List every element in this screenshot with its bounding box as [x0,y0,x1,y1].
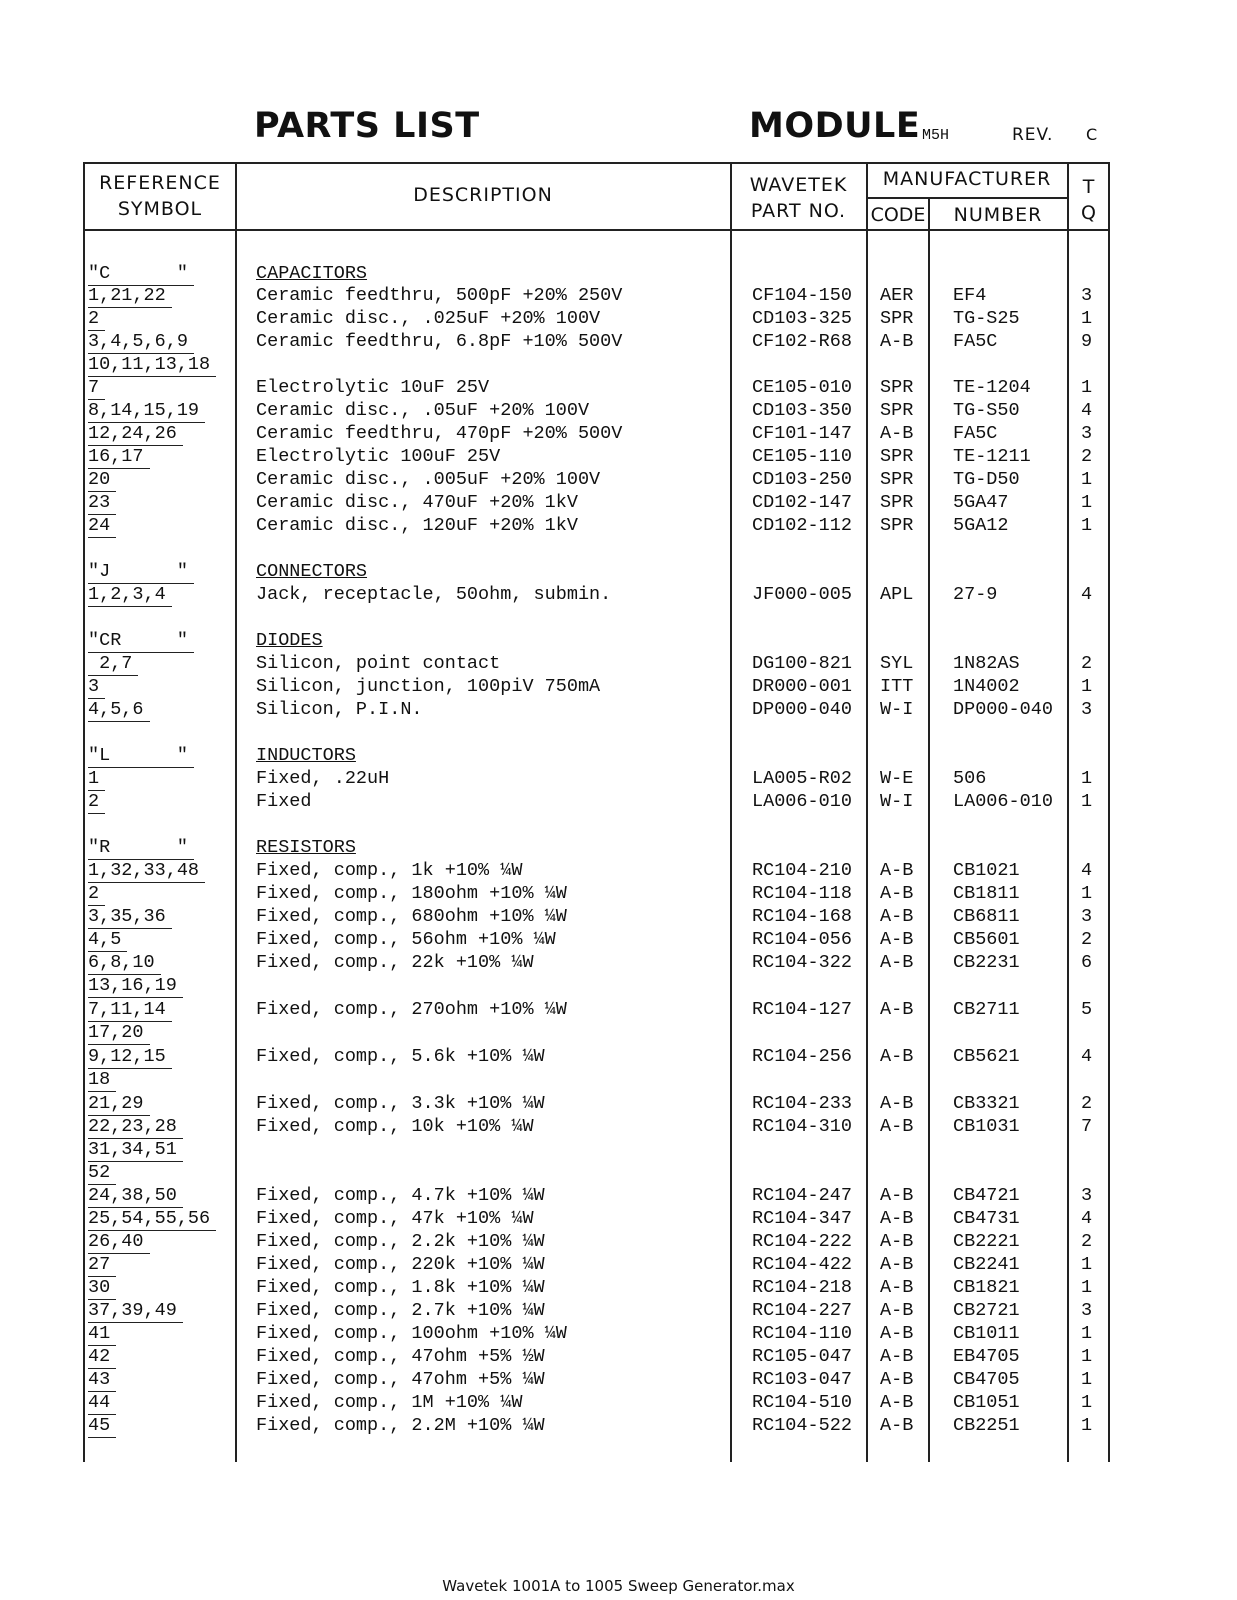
manufacturer-number-cell: 1N4002 [953,676,1020,697]
wavetek-part-no-cell: RC104-118 [752,883,852,904]
wavetek-part-no-cell: RC104-310 [752,1116,852,1137]
section-header-row [0,836,1237,859]
description-cell: Ceramic feedthru, 500pF +20% 250V [256,285,623,306]
quantity-cell: 1 [1081,515,1093,536]
ref-symbol-cell: 3 [88,675,105,699]
table-row [0,859,1237,882]
ref-symbol-cell: 24,38,50 [88,1184,183,1208]
ref-symbol-cell: 8,14,15,19 [88,399,205,423]
description-cell: Electrolytic 10uF 25V [256,377,490,398]
manufacturer-code-cell: A-B [880,1415,914,1436]
manufacturer-code-cell: A-B [880,1185,914,1206]
wavetek-part-no-cell: LA005-R02 [752,768,852,789]
wavetek-part-no-cell: CF102-R68 [752,331,852,352]
table-row [0,1230,1237,1253]
ref-symbol-cell: 3,4,5,6,9 [88,330,194,354]
wavetek-part-no-cell: JF000-005 [752,584,852,605]
table-row [0,1092,1237,1115]
table-row [0,1345,1237,1368]
description-cell: CAPACITORS [256,263,368,284]
manufacturer-number-cell: TE-1211 [953,446,1031,467]
table-row [0,882,1237,905]
table-row [0,1161,1237,1184]
manufacturer-number-cell: EB4705 [953,1346,1020,1367]
table-row [0,675,1237,698]
manufacturer-code-cell: A-B [880,1208,914,1229]
ref-symbol-cell: 30 [88,1276,116,1300]
manufacturer-code-cell: A-B [880,906,914,927]
manufacturer-number-cell: EF4 [953,285,987,306]
ref-symbol-cell: 1,21,22 [88,284,172,308]
wavetek-part-no-cell: LA006-010 [752,791,852,812]
table-row [0,491,1237,514]
table-row [0,1253,1237,1276]
table-row [0,1068,1237,1091]
manufacturer-code-cell: A-B [880,952,914,973]
manufacturer-code-cell: A-B [880,331,914,352]
wavetek-part-no-cell: DR000-001 [752,676,852,697]
module-id: M5H [922,127,950,144]
table-row [0,422,1237,445]
ref-symbol-cell: 31,34,51 [88,1138,183,1162]
table-row [0,905,1237,928]
ref-symbol-cell: "L " [88,744,194,768]
manufacturer-number-cell: TG-D50 [953,469,1020,490]
wavetek-part-no-cell: DG100-821 [752,653,852,674]
section-header-row [0,744,1237,767]
quantity-cell: 3 [1081,906,1093,927]
wavetek-part-no-cell: RC104-256 [752,1046,852,1067]
quantity-cell: 6 [1081,952,1093,973]
section-header-row [0,262,1237,285]
header-wavetek-part-no: WAVETEK PART NO. [749,174,848,222]
manufacturer-code-cell: A-B [880,1277,914,1298]
description-cell: Fixed, comp., 47ohm +5% ¼W [256,1369,545,1390]
description-cell: Fixed, comp., 22k +10% ¼W [256,952,534,973]
description-cell: Fixed, comp., 220k +10% ¼W [256,1254,545,1275]
ref-symbol-cell: 1,32,33,48 [88,859,205,883]
quantity-cell: 1 [1081,1346,1093,1367]
wavetek-part-no-cell: DP000-040 [752,699,852,720]
quantity-cell: 1 [1081,308,1093,329]
wavetek-part-no-cell: CD102-112 [752,515,852,536]
table-row [0,376,1237,399]
quantity-cell: 4 [1081,1046,1093,1067]
quantity-cell: 4 [1081,400,1093,421]
description-cell: Fixed, comp., 680ohm +10% ¼W [256,906,567,927]
wavetek-part-no-cell: RC104-168 [752,906,852,927]
manufacturer-number-cell: 27-9 [953,584,998,605]
quantity-cell: 3 [1081,423,1093,444]
wavetek-part-no-cell: CD102-147 [752,492,852,513]
table-row [0,1045,1237,1068]
table-row [0,1276,1237,1299]
table-row [0,767,1237,790]
ref-symbol-cell: 43 [88,1368,116,1392]
description-cell: Ceramic disc., .005uF +20% 100V [256,469,601,490]
ref-symbol-cell: 17,20 [88,1021,150,1045]
table-row [0,514,1237,537]
manufacturer-number-cell: CB1011 [953,1323,1020,1344]
manufacturer-code-cell: A-B [880,1093,914,1114]
manufacturer-number-cell: TE-1204 [953,377,1031,398]
description-cell: Fixed, comp., 2.2M +10% ¼W [256,1415,545,1436]
footer-document-name: Wavetek 1001A to 1005 Sweep Generator.max [442,1577,795,1595]
manufacturer-number-cell: CB5621 [953,1046,1020,1067]
table-row [0,284,1237,307]
description-cell: Silicon, junction, 100piV 750mA [256,676,601,697]
description-cell: CONNECTORS [256,561,368,582]
ref-symbol-cell: 21,29 [88,1092,150,1116]
ref-symbol-cell: 16,17 [88,445,150,469]
wavetek-part-no-cell: RC104-510 [752,1392,852,1413]
table-row [0,951,1237,974]
description-cell: Fixed, comp., 270ohm +10% ¼W [256,999,567,1020]
manufacturer-code-cell: W-E [880,768,914,789]
table-row [0,445,1237,468]
table-row [0,1299,1237,1322]
description-cell: Fixed, comp., 1M +10% ¼W [256,1392,523,1413]
description-cell: DIODES [256,630,323,651]
manufacturer-number-cell: CB2241 [953,1254,1020,1275]
description-cell: Fixed, comp., 180ohm +10% ¼W [256,883,567,904]
manufacturer-code-cell: A-B [880,1116,914,1137]
quantity-cell: 1 [1081,1392,1093,1413]
ref-symbol-cell: 25,54,55,56 [88,1207,216,1231]
table-row [0,1021,1237,1044]
manufacturer-code-cell: A-B [880,1046,914,1067]
manufacturer-number-cell: CB2221 [953,1231,1020,1252]
wavetek-part-no-cell: CF104-150 [752,285,852,306]
revision-value: C [1086,125,1098,144]
manufacturer-code-cell: A-B [880,1346,914,1367]
description-cell: Fixed, comp., 3.3k +10% ¼W [256,1093,545,1114]
manufacturer-number-cell: 506 [953,768,987,789]
ref-symbol-cell: "C " [88,262,194,286]
wavetek-part-no-cell: RC105-047 [752,1346,852,1367]
manufacturer-code-cell: SPR [880,377,914,398]
quantity-cell: 3 [1081,1185,1093,1206]
wavetek-part-no-cell: CD103-250 [752,469,852,490]
description-cell: Electrolytic 100uF 25V [256,446,501,467]
ref-symbol-cell: 45 [88,1414,116,1438]
manufacturer-code-cell: APL [880,584,914,605]
wavetek-part-no-cell: RC104-056 [752,929,852,950]
ref-symbol-cell: 44 [88,1391,116,1415]
wavetek-part-no-cell: RC104-422 [752,1254,852,1275]
quantity-cell: 2 [1081,446,1093,467]
wavetek-part-no-cell: RC104-222 [752,1231,852,1252]
manufacturer-number-cell: DP000-040 [953,699,1053,720]
quantity-cell: 9 [1081,331,1093,352]
ref-symbol-cell: 6,8,10 [88,951,161,975]
manufacturer-code-cell: A-B [880,1323,914,1344]
table-row [0,353,1237,376]
manufacturer-number-cell: CB1821 [953,1277,1020,1298]
ref-symbol-cell: 9,12,15 [88,1045,172,1069]
manufacturer-number-cell: FA5C [953,331,998,352]
quantity-cell: 1 [1081,377,1093,398]
parts-list-title: PARTS LIST [254,106,480,146]
header-code: CODE [870,204,926,226]
quantity-cell: 3 [1081,285,1093,306]
quantity-cell: 4 [1081,1208,1093,1229]
wavetek-part-no-cell: RC104-218 [752,1277,852,1298]
quantity-cell: 3 [1081,1300,1093,1321]
section-header-row [0,629,1237,652]
description-cell: Fixed, comp., 5.6k +10% ¼W [256,1046,545,1067]
wavetek-part-no-cell: RC103-047 [752,1369,852,1390]
ref-symbol-cell: 2 [88,882,105,906]
table-row [0,928,1237,951]
manufacturer-number-cell: CB1021 [953,860,1020,881]
description-cell: Fixed, comp., 100ohm +10% ¼W [256,1323,567,1344]
description-cell: Fixed, comp., 47k +10% ¼W [256,1208,534,1229]
wavetek-part-no-cell: RC104-127 [752,999,852,1020]
ref-symbol-cell: 37,39,49 [88,1299,183,1323]
module-title: MODULE [749,106,921,146]
ref-symbol-cell: 2 [88,307,105,331]
wavetek-part-no-cell: RC104-210 [752,860,852,881]
table-row [0,1368,1237,1391]
wavetek-part-no-cell: RC104-322 [752,952,852,973]
header-bottom-rule [83,229,1110,231]
manufacturer-number-cell: CB1051 [953,1392,1020,1413]
table-row [0,330,1237,353]
table-row [0,974,1237,997]
manufacturer-number-cell: TG-S50 [953,400,1020,421]
description-cell: Silicon, P.I.N. [256,699,423,720]
ref-symbol-cell: 2 [88,790,105,814]
manufacturer-code-cell: A-B [880,999,914,1020]
table-row [0,1391,1237,1414]
manufacturer-number-cell: CB2231 [953,952,1020,973]
quantity-cell: 3 [1081,699,1093,720]
wavetek-part-no-cell: CF101-147 [752,423,852,444]
quantity-cell: 1 [1081,676,1093,697]
manufacturer-code-cell: SPR [880,469,914,490]
wavetek-part-no-cell: CD103-325 [752,308,852,329]
table-row [0,1207,1237,1230]
manufacturer-number-cell: CB1811 [953,883,1020,904]
ref-symbol-cell: 41 [88,1322,116,1346]
table-row [0,1322,1237,1345]
ref-symbol-cell: 13,16,19 [88,974,183,998]
manufacturer-number-cell: CB3321 [953,1093,1020,1114]
quantity-cell: 5 [1081,999,1093,1020]
ref-symbol-cell: 1 [88,767,105,791]
section-header-row [0,560,1237,583]
manufacturer-number-cell: CB4721 [953,1185,1020,1206]
description-cell: Jack, receptacle, 50ohm, submin. [256,584,612,605]
description-cell: Fixed, comp., 56ohm +10% ¼W [256,929,556,950]
description-cell: Silicon, point contact [256,653,501,674]
ref-symbol-cell: "R " [88,836,194,860]
ref-symbol-cell: 22,23,28 [88,1115,183,1139]
manufacturer-code-cell: W-I [880,699,914,720]
manufacturer-code-cell: A-B [880,1392,914,1413]
manufacturer-code-cell: SPR [880,446,914,467]
revision-label: REV. [1012,125,1054,145]
description-cell: INDUCTORS [256,745,356,766]
quantity-cell: 4 [1081,860,1093,881]
table-row [0,790,1237,813]
quantity-cell: 1 [1081,1415,1093,1436]
manufacturer-code-cell: W-I [880,791,914,812]
quantity-cell: 7 [1081,1116,1093,1137]
manufacturer-number-cell: 5GA12 [953,515,1009,536]
manufacturer-number-cell: CB2721 [953,1300,1020,1321]
header-number: NUMBER [953,204,1043,226]
ref-symbol-cell: 2,7 [88,652,138,676]
ref-symbol-cell: "CR " [88,629,194,653]
wavetek-part-no-cell: CD103-350 [752,400,852,421]
ref-symbol-cell: 3,35,36 [88,905,172,929]
description-cell: Fixed, comp., 47ohm +5% ½W [256,1346,545,1367]
header-tq: T Q [1081,176,1097,224]
manufacturer-number-cell: TG-S25 [953,308,1020,329]
manufacturer-number-cell: CB6811 [953,906,1020,927]
wavetek-part-no-cell: RC104-233 [752,1093,852,1114]
header-divider [866,197,1067,199]
wavetek-part-no-cell: RC104-347 [752,1208,852,1229]
table-row [0,1414,1237,1437]
ref-symbol-cell: 10,11,13,18 [88,353,216,377]
description-cell: Ceramic feedthru, 470pF +20% 500V [256,423,623,444]
quantity-cell: 2 [1081,929,1093,950]
manufacturer-code-cell: A-B [880,860,914,881]
ref-symbol-cell: 23 [88,491,116,515]
ref-symbol-cell: 26,40 [88,1230,150,1254]
description-cell: Fixed, comp., 1.8k +10% ¼W [256,1277,545,1298]
ref-symbol-cell: 4,5,6 [88,698,150,722]
manufacturer-code-cell: SYL [880,653,914,674]
table-row [0,307,1237,330]
wavetek-part-no-cell: RC104-110 [752,1323,852,1344]
header-description: DESCRIPTION [413,184,553,206]
table-row [0,998,1237,1021]
manufacturer-number-cell: 1N82AS [953,653,1020,674]
ref-symbol-cell: 7 [88,376,105,400]
ref-symbol-cell: 42 [88,1345,116,1369]
description-cell: Ceramic disc., .05uF +20% 100V [256,400,590,421]
manufacturer-number-cell: CB4705 [953,1369,1020,1390]
quantity-cell: 2 [1081,1231,1093,1252]
ref-symbol-cell: 1,2,3,4 [88,583,172,607]
quantity-cell: 1 [1081,1277,1093,1298]
description-cell: Fixed [256,791,312,812]
table-row [0,1138,1237,1161]
quantity-cell: 2 [1081,653,1093,674]
quantity-cell: 1 [1081,883,1093,904]
quantity-cell: 2 [1081,1093,1093,1114]
wavetek-part-no-cell: RC104-227 [752,1300,852,1321]
wavetek-part-no-cell: CE105-110 [752,446,852,467]
ref-symbol-cell: 18 [88,1068,116,1092]
manufacturer-code-cell: A-B [880,423,914,444]
manufacturer-code-cell: ITT [880,676,914,697]
description-cell: Fixed, comp., 4.7k +10% ¼W [256,1185,545,1206]
quantity-cell: 1 [1081,791,1093,812]
manufacturer-code-cell: AER [880,285,914,306]
manufacturer-code-cell: SPR [880,515,914,536]
description-cell: Fixed, comp., 1k +10% ¼W [256,860,523,881]
ref-symbol-cell: 12,24,26 [88,422,183,446]
table-row [0,583,1237,606]
table-row [0,652,1237,675]
quantity-cell: 1 [1081,768,1093,789]
ref-symbol-cell: 52 [88,1161,116,1185]
manufacturer-number-cell: CB1031 [953,1116,1020,1137]
description-cell: Ceramic feedthru, 6.8pF +10% 500V [256,331,623,352]
table-row [0,399,1237,422]
table-row [0,1115,1237,1138]
description-cell: Ceramic disc., 120uF +20% 1kV [256,515,578,536]
manufacturer-number-cell: 5GA47 [953,492,1009,513]
description-cell: Fixed, comp., 10k +10% ¼W [256,1116,534,1137]
ref-symbol-cell: 27 [88,1253,116,1277]
manufacturer-number-cell: FA5C [953,423,998,444]
manufacturer-number-cell: CB2251 [953,1415,1020,1436]
manufacturer-code-cell: SPR [880,308,914,329]
quantity-cell: 4 [1081,584,1093,605]
manufacturer-code-cell: A-B [880,1254,914,1275]
description-cell: Ceramic disc., .025uF +20% 100V [256,308,601,329]
manufacturer-number-cell: CB2711 [953,999,1020,1020]
ref-symbol-cell: 7,11,14 [88,998,172,1022]
manufacturer-code-cell: A-B [880,1300,914,1321]
table-row [0,468,1237,491]
manufacturer-number-cell: CB4731 [953,1208,1020,1229]
description-cell: Fixed, comp., 2.2k +10% ¼W [256,1231,545,1252]
quantity-cell: 1 [1081,492,1093,513]
manufacturer-code-cell: A-B [880,929,914,950]
manufacturer-number-cell: CB5601 [953,929,1020,950]
manufacturer-code-cell: SPR [880,400,914,421]
ref-symbol-cell: 4,5 [88,928,127,952]
manufacturer-number-cell: LA006-010 [953,791,1053,812]
description-cell: Fixed, comp., 2.7k +10% ¼W [256,1300,545,1321]
manufacturer-code-cell: A-B [880,1231,914,1252]
quantity-cell: 1 [1081,1369,1093,1390]
table-row [0,698,1237,721]
manufacturer-code-cell: A-B [880,883,914,904]
header-manufacturer: MANUFACTURER [882,168,1052,190]
manufacturer-code-cell: A-B [880,1369,914,1390]
ref-symbol-cell: 20 [88,468,116,492]
ref-symbol-cell: 24 [88,514,116,538]
quantity-cell: 1 [1081,1323,1093,1344]
description-cell: RESISTORS [256,837,356,858]
wavetek-part-no-cell: RC104-247 [752,1185,852,1206]
manufacturer-code-cell: SPR [880,492,914,513]
ref-symbol-cell: "J " [88,560,194,584]
quantity-cell: 1 [1081,1254,1093,1275]
header-reference-symbol: REFERENCE SYMBOL [99,172,221,220]
wavetek-part-no-cell: RC104-522 [752,1415,852,1436]
description-cell: Ceramic disc., 470uF +20% 1kV [256,492,578,513]
quantity-cell: 1 [1081,469,1093,490]
table-row [0,1184,1237,1207]
description-cell: Fixed, .22uH [256,768,390,789]
wavetek-part-no-cell: CE105-010 [752,377,852,398]
